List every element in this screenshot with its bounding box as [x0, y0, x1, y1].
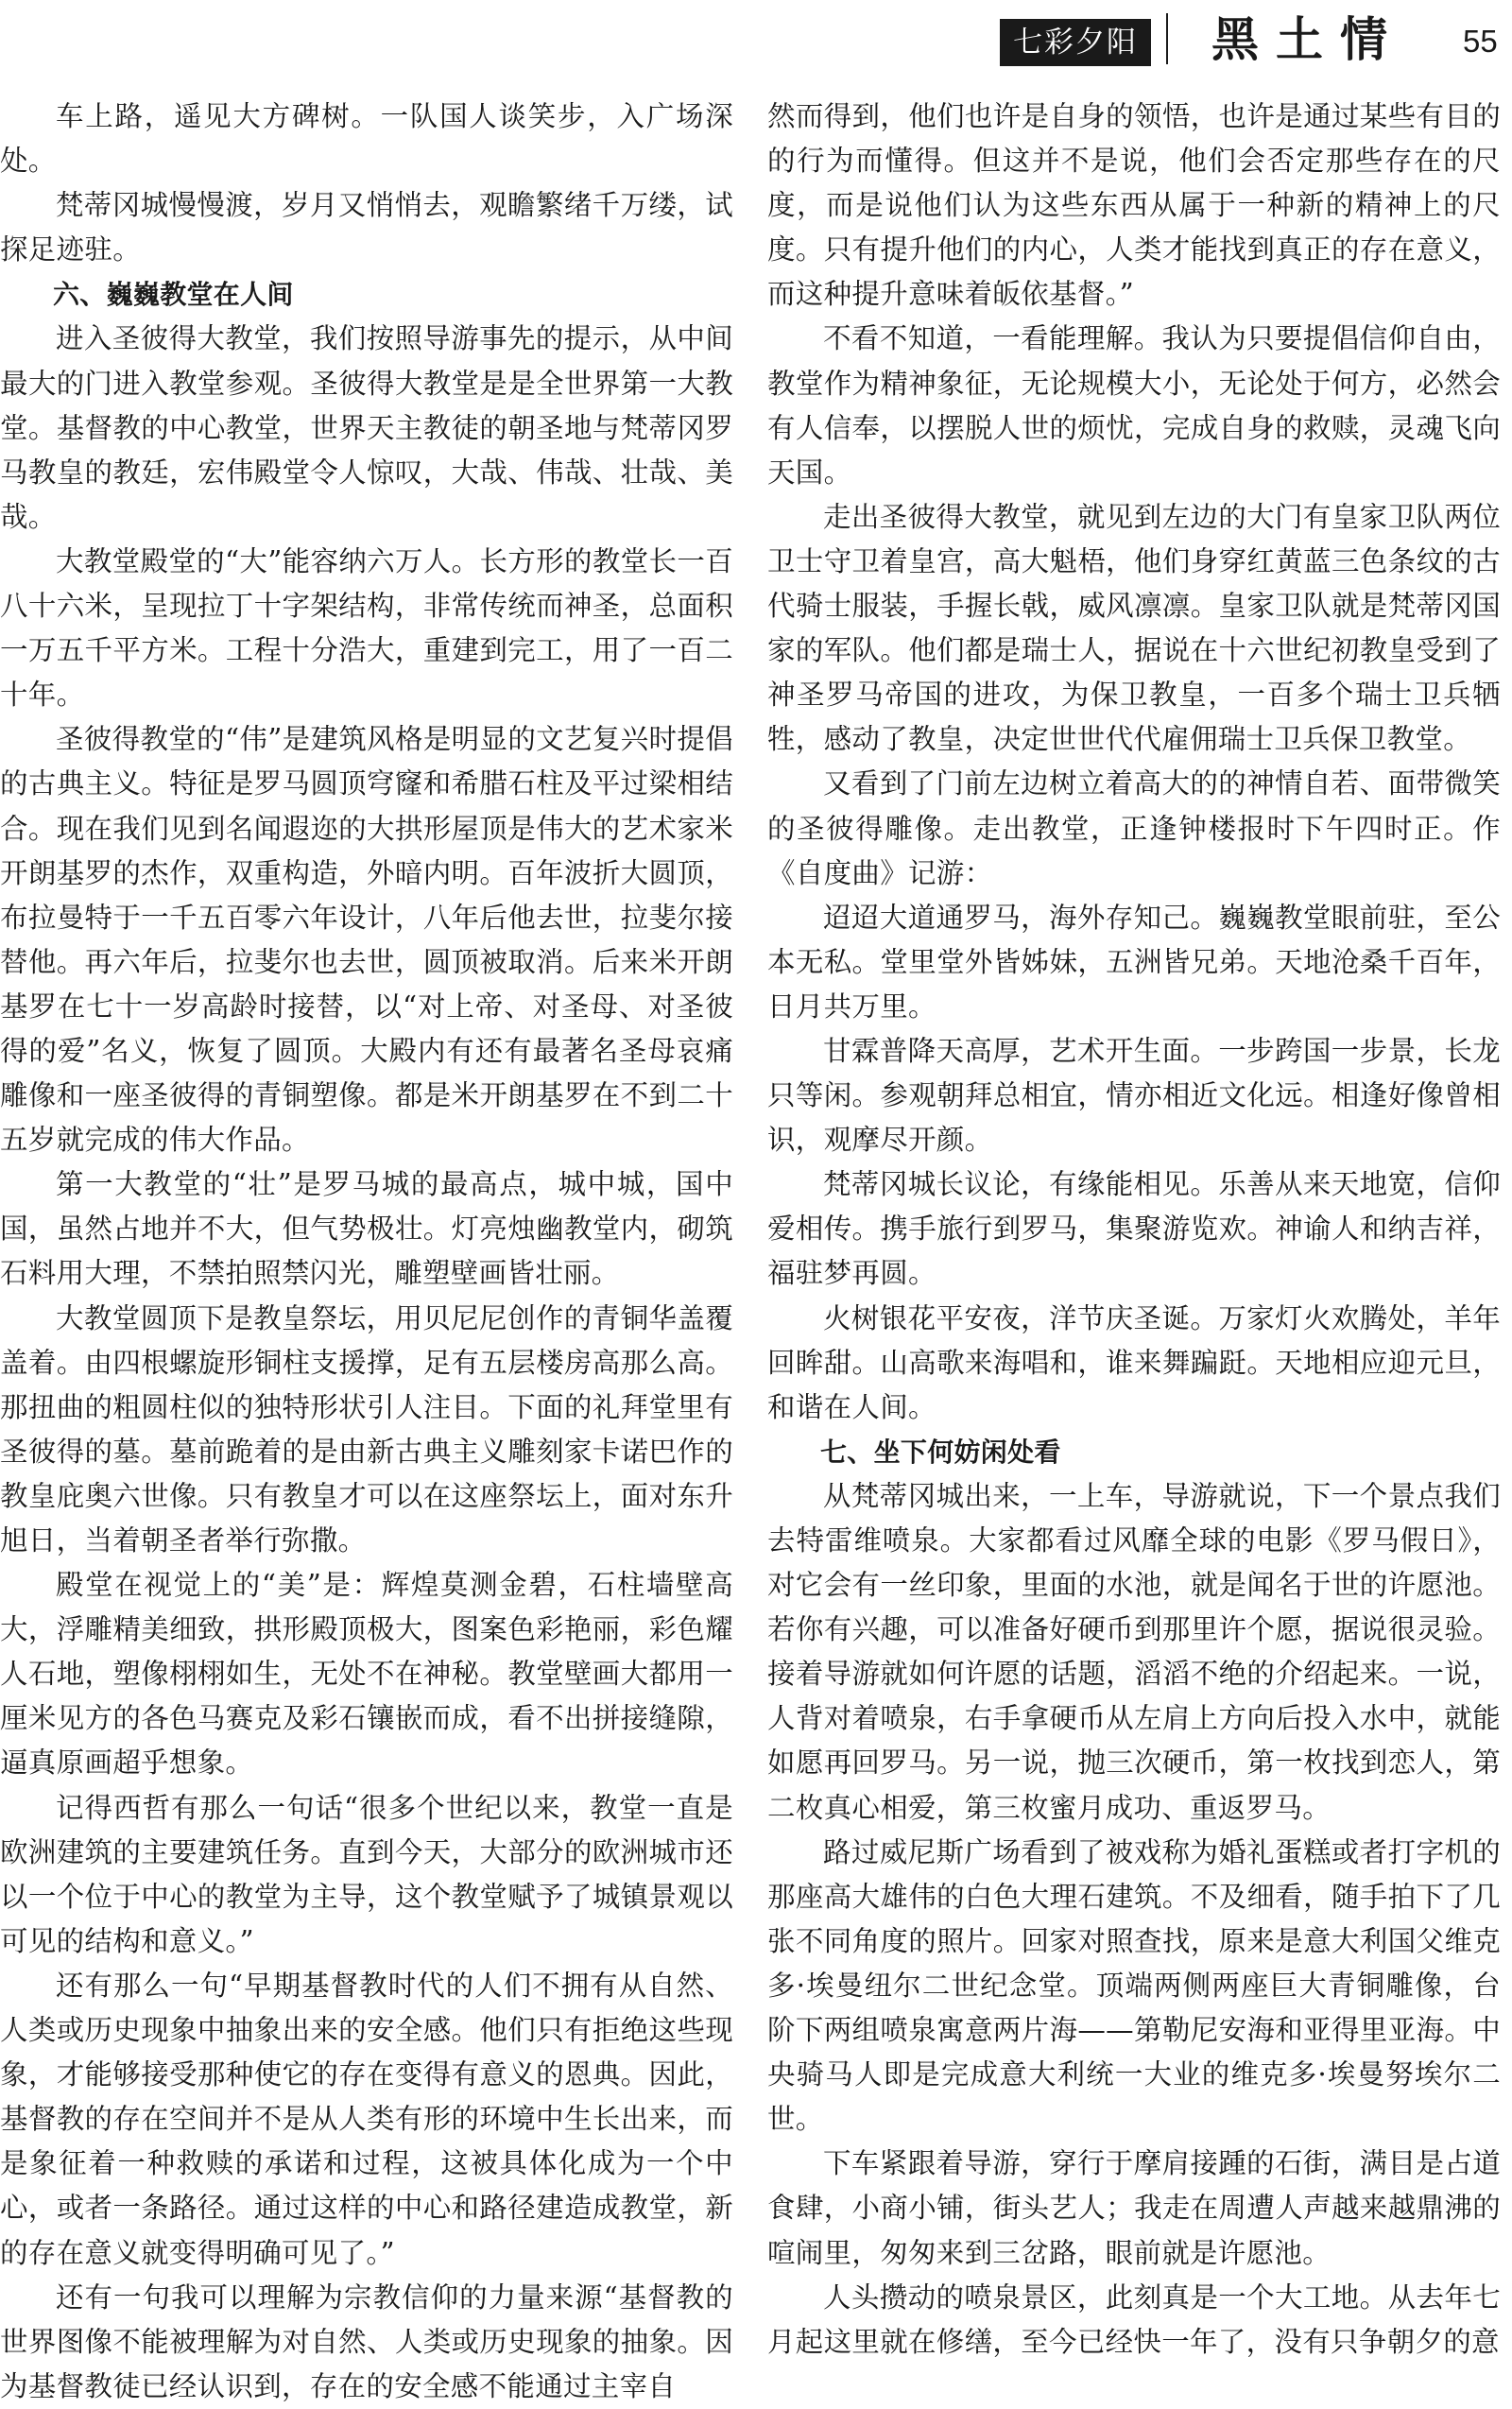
- magazine-title: 黑土情: [1211, 11, 1404, 67]
- page-number: 55: [1463, 24, 1498, 59]
- section-heading: 七、坐下何妨闲处看: [820, 1436, 1061, 1468]
- paragraph: 火树银花平安夜，洋节庆圣诞。万家灯火欢腾处，羊年回眸甜。山高歌来海唱和，谁来舞蹁跹。天地相应迎元旦，和谐在人间。: [767, 1301, 1501, 1423]
- paragraph-continued: 然而得到，他们也许是自身的领悟，也许是通过某些有目的的行为而懂得。但这并不是说，他们会否定那些存在的尺度，而是说他们认为这些东西从属于一种新的精神上的尺度。只有提升他们的内心，人类才能找到真正的存在意义，而这种提升意味着皈依基督。”: [767, 100, 1501, 311]
- paragraph: 大教堂殿堂的“大”能容纳六万人。长方形的教堂长一百八十六米，呈现拉丁十字架结构，非常传统而神圣，总面积一万五千平方米。工程十分浩大，重建到完工，用了一百二十年。: [0, 544, 733, 712]
- paragraph: 第一大教堂的“壮”是罗马城的最高点，城中城，国中国，虽然占地并不大，但气势极壮。灯亮烛幽教堂内，砌筑石料用大理，不禁拍照禁闪光，雕塑壁画皆壮丽。: [0, 1168, 733, 1290]
- paragraph: 又看到了门前左边树立着高大的的神情自若、面带微笑的圣彼得雕像。走出教堂，正逢钟楼报时下午四时正。作《自度曲》记游：: [767, 767, 1501, 889]
- paragraph: 进入圣彼得大教堂，我们按照导游事先的提示，从中间最大的门进入教堂参观。圣彼得大教堂是是全世界第一大教堂。基督教的中心教堂，世界天主教徒的朝圣地与梵蒂冈罗马教皇的教廷，宏伟殿堂令人惊叹，大哉、伟哉、壮哉、美哉。: [0, 322, 733, 533]
- paragraph: 还有一句我可以理解为宗教信仰的力量来源“基督教的世界图像不能被理解为对自然、人类或历史现象的抽象。因为基督教徒已经认识到，存在的安全感不能通过主宰自: [0, 2280, 733, 2402]
- paragraph: 殿堂在视觉上的“美”是：辉煌莫测金碧，石柱墙壁高大，浮雕精美细致，拱形殿顶极大，图案色彩艳丽，彩色耀人石地，塑像栩栩如生，无处不在神秘。教堂壁画大都用一厘米见方的各色马赛克及彩石镶嵌而成，看不出拼接缝隙，逼真原画超乎想象。: [0, 1569, 733, 1780]
- paragraph: 迢迢大道通罗马，海外存知己。巍巍教堂眼前驻，至公本无私。堂里堂外皆姊妹，五洲皆兄弟。天地沧桑千百年，日月共万里。: [767, 901, 1501, 1023]
- page-header: [0, 8, 1512, 68]
- paragraph: 人头攒动的喷泉景区，此刻真是一个大工地。从去年七月起这里就在修缮，至今已经快一年了，没有只争朝夕的意: [767, 2280, 1501, 2358]
- paragraph: 大教堂圆顶下是教皇祭坛，用贝尼尼创作的青铜华盖覆盖着。由四根螺旋形铜柱支援撑，足有五层楼房高那么高。那扭曲的粗圆柱似的独特形状引人注目。下面的礼拜堂里有圣彼得的墓。墓前跪着的是由新古典主义雕刻家卡诺巴作的教皇庇奥六世像。只有教皇才可以在这座祭坛上，面对东升旭日，当着朝圣者举行弥撒。: [0, 1301, 733, 1557]
- paragraph: 还有那么一句“早期基督教时代的人们不拥有从自然、人类或历史现象中抽象出来的安全感。他们只有拒绝这些现象，才能够接受那种使它的存在变得有意义的恩典。因此，基督教的存在空间并不是从人类有形的环境中生长出来，而是象征着一种救赎的承诺和过程，这被具体化成为一个中心，或者一条路径。通过这样的中心和路径建造成教堂，新的存在意义就变得明确可见了。”: [0, 1969, 733, 2269]
- paragraph: 圣彼得教堂的“伟”是建筑风格是明显的文艺复兴时提倡的古典主义。特征是罗马圆顶穹窿和希腊石柱及平过梁相结合。现在我们见到名闻遐迩的大拱形屋顶是伟大的艺术家米开朗基罗的杰作，双重构造，外暗内明。百年波折大圆顶，布拉曼特于一千五百零六年设计，八年后他去世，拉斐尔接替他。再六年后，拉斐尔也去世，圆顶被取消。后来米开朗基罗在七十一岁高龄时接替，以“对上帝、对圣母、对圣彼得的爱”名义，恢复了圆顶。大殿内有还有最著名圣母哀痛雕像和一座圣彼得的青铜塑像。都是米开朗基罗在不到二十五岁就完成的伟大作品。: [0, 723, 733, 1157]
- paragraph: 路过威尼斯广场看到了被戏称为婚礼蛋糕或者打字机的那座高大雄伟的白色大理石建筑。不及细看，随手拍下了几张不同角度的照片。回家对照查找，原来是意大利国父维克多·埃曼纽尔二世纪念堂。顶端两侧两座巨大青铜雕像，台阶下两组喷泉寓意两片海——第勒尼安海和亚得里亚海。中央骑马人即是完成意大利统一大业的维克多·埃曼努埃尔二世。: [767, 1835, 1501, 2136]
- paragraph: 车上路，遥见大方碑树。一队国人谈笑步，入广场深处。: [0, 100, 733, 178]
- left-column: [0, 95, 733, 2402]
- paragraph: 不看不知道，一看能理解。我认为只要提倡信仰自由，教堂作为精神象征，无论规模大小，无论处于何方，必然会有人信奉，以摆脱人世的烦忧，完成自身的救赎，灵魂飞向天国。: [767, 322, 1501, 489]
- paragraph: 走出圣彼得大教堂，就见到左边的大门有皇家卫队两位卫士守卫着皇宫，高大魁梧，他们身穿红黄蓝三色条纹的古代骑士服装，手握长戟，威风凛凛。皇家卫队就是梵蒂冈国家的军队。他们都是瑞士人，据说在十六世纪初教皇受到了神圣罗马帝国的进攻，为保卫教皇，一百多个瑞士卫兵牺牲，感动了教皇，决定世世代代雇佣瑞士卫兵保卫教堂。: [767, 500, 1501, 756]
- paragraph: 下车紧跟着导游，穿行于摩肩接踵的石街，满目是占道食肆，小商小铺，街头艺人；我走在周遭人声越来越鼎沸的喧闹里，匆匆来到三岔路，眼前就是许愿池。: [767, 2147, 1501, 2269]
- header-divider: [1166, 13, 1168, 64]
- paragraph: 记得西哲有那么一句话“很多个世纪以来，教堂一直是欧洲建筑的主要建筑任务。直到今天，大部分的欧洲城市还以一个位于中心的教堂为主导，这个教堂赋予了城镇景观以可见的结构和意义。”: [0, 1791, 733, 1957]
- paragraph: 梵蒂冈城长议论，有缘能相见。乐善从来天地宽，信仰爱相传。携手旅行到罗马，集聚游览欢。神谕人和纳吉祥，福驻梦再圆。: [767, 1168, 1501, 1290]
- right-column: [767, 95, 1501, 2358]
- paragraph: 梵蒂冈城慢慢渡，岁月又悄悄去，观瞻繁绪千万缕，试探足迹驻。: [0, 189, 733, 267]
- section-tag: 七彩夕阳: [1000, 19, 1151, 66]
- paragraph: 甘霖普降天高厚，艺术开生面。一步跨国一步景，长龙只等闲。参观朝拜总相宜，情亦相近文化远。相逢好像曾相识，观摩尽开颜。: [767, 1034, 1501, 1157]
- paragraph: 从梵蒂冈城出来，一上车，导游就说，下一个景点我们去特雷维喷泉。大家都看过风靡全球的电影《罗马假日》，对它会有一丝印象，里面的水池，就是闻名于世的许愿池。若你有兴趣，可以准备好硬币到那里许个愿，据说很灵验。接着导游就如何许愿的话题，滔滔不绝的介绍起来。一说，人背对着喷泉，右手拿硬币从左肩上方向后投入水中，就能如愿再回罗马。另一说，抛三次硬币，第一枚找到恋人，第二枚真心相爱，第三枚蜜月成功、重返罗马。: [767, 1479, 1501, 1824]
- section-heading: 六、巍巍教堂在人间: [53, 279, 294, 311]
